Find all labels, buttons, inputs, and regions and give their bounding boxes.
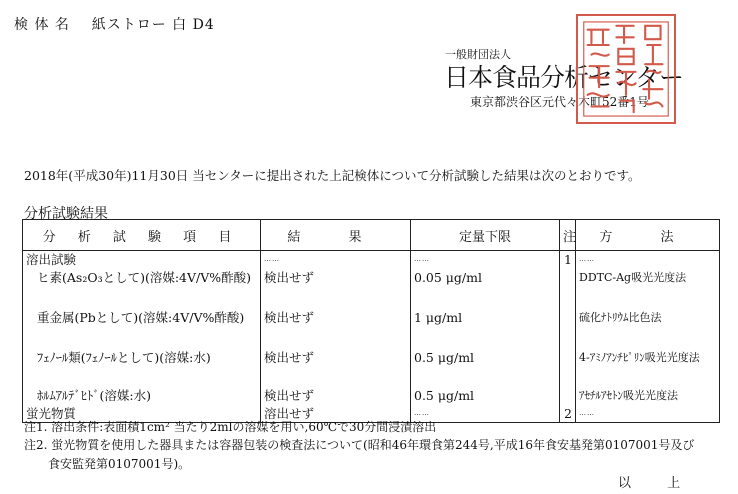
item-cell: ﾌｪﾉｰﾙ類(ﾌｪﾉｰﾙとして)(溶媒:水) <box>23 349 261 387</box>
org-type: 一般財団法人 <box>445 48 511 61</box>
limit-cell: …… <box>411 405 560 423</box>
note-2-continued: 食安監発第0107001号)。 <box>48 457 191 471</box>
method-cell: ｱｾﾁﾙｱｾﾄﾝ吸光光度法 <box>576 387 720 405</box>
item-cell: 蛍光物質 <box>23 405 261 423</box>
result-cell: 検出せず <box>261 387 411 405</box>
header-note: 注 <box>560 220 576 251</box>
item-cell: ﾎﾙﾑｱﾙﾃﾞﾋﾄﾞ(溶媒:水) <box>23 387 261 405</box>
table-row <box>23 309 720 349</box>
header-limit: 定量下限 <box>411 220 560 251</box>
result-cell: 検出せず <box>261 309 411 349</box>
header-item: 分 析 試 験 項 目 <box>23 220 261 251</box>
note-cell <box>560 269 576 309</box>
result-cell: 検出せず <box>261 349 411 387</box>
method-cell: 硫化ﾅﾄﾘｳﾑ比色法 <box>576 309 720 349</box>
header-result: 結 果 <box>261 220 411 251</box>
seal-icon <box>578 16 674 122</box>
limit-cell: 0.5 μg/ml <box>411 387 560 405</box>
note-cell <box>560 309 576 349</box>
header-method: 方 法 <box>576 220 720 251</box>
note-2: 注2. 蛍光物質を使用した器具または容器包装の検査法について(昭和46年環食第244号,平成16年食安基発第0107001号及び <box>24 438 695 452</box>
note-1: 注1. 溶出条件:表面積1cm² 当たり2mlの溶媒を用い,60℃で30分間浸漬溶出 <box>24 420 437 434</box>
table-row <box>23 387 720 405</box>
results-table <box>22 219 720 423</box>
intro-text: 2018年(平成30年)11月30日 当センターに提出された上記検体について分析試験した結果は次のとおりです。 <box>24 168 641 183</box>
org-address: 東京都渋谷区元代々木町52番1号 <box>470 95 649 109</box>
sample-line <box>14 14 215 34</box>
method-cell: …… <box>576 251 720 269</box>
method-cell: DDTC-Ag吸光光度法 <box>576 269 720 309</box>
note-cell <box>560 387 576 405</box>
official-seal-stamp <box>576 14 676 124</box>
results-title: 分析試験結果 <box>24 206 108 222</box>
method-cell: 4-ｱﾐﾉｱﾝﾁﾋﾟﾘﾝ吸光光度法 <box>576 349 720 387</box>
method-cell: …… <box>576 405 720 423</box>
result-cell: 検出せず <box>261 269 411 309</box>
table-row <box>23 269 720 309</box>
note-cell: 1 <box>560 251 576 269</box>
item-cell: 溶出試験 <box>23 251 261 269</box>
table-row <box>23 251 720 269</box>
sample-label: 検 体 名 <box>14 17 70 33</box>
limit-cell: 0.5 μg/ml <box>411 349 560 387</box>
table-header-row <box>23 220 720 251</box>
note-cell: 2 <box>560 405 576 423</box>
note-cell <box>560 349 576 387</box>
table-row <box>23 349 720 387</box>
result-cell: 溶出せず <box>261 405 411 423</box>
sample-name: 紙ストロー 白 D4 <box>91 17 215 33</box>
limit-cell: 1 μg/ml <box>411 309 560 349</box>
limit-cell: 0.05 μg/ml <box>411 269 560 309</box>
limit-cell: …… <box>411 251 560 269</box>
closing-mark: 以 上 <box>618 476 697 491</box>
item-cell: 重金属(Pbとして)(溶媒:4V/V%酢酸) <box>23 309 261 349</box>
org-name: 日本食品分析センター <box>444 63 684 92</box>
item-cell: ヒ素(As₂O₃として)(溶媒:4V/V%酢酸) <box>23 269 261 309</box>
result-cell: …… <box>261 251 411 269</box>
